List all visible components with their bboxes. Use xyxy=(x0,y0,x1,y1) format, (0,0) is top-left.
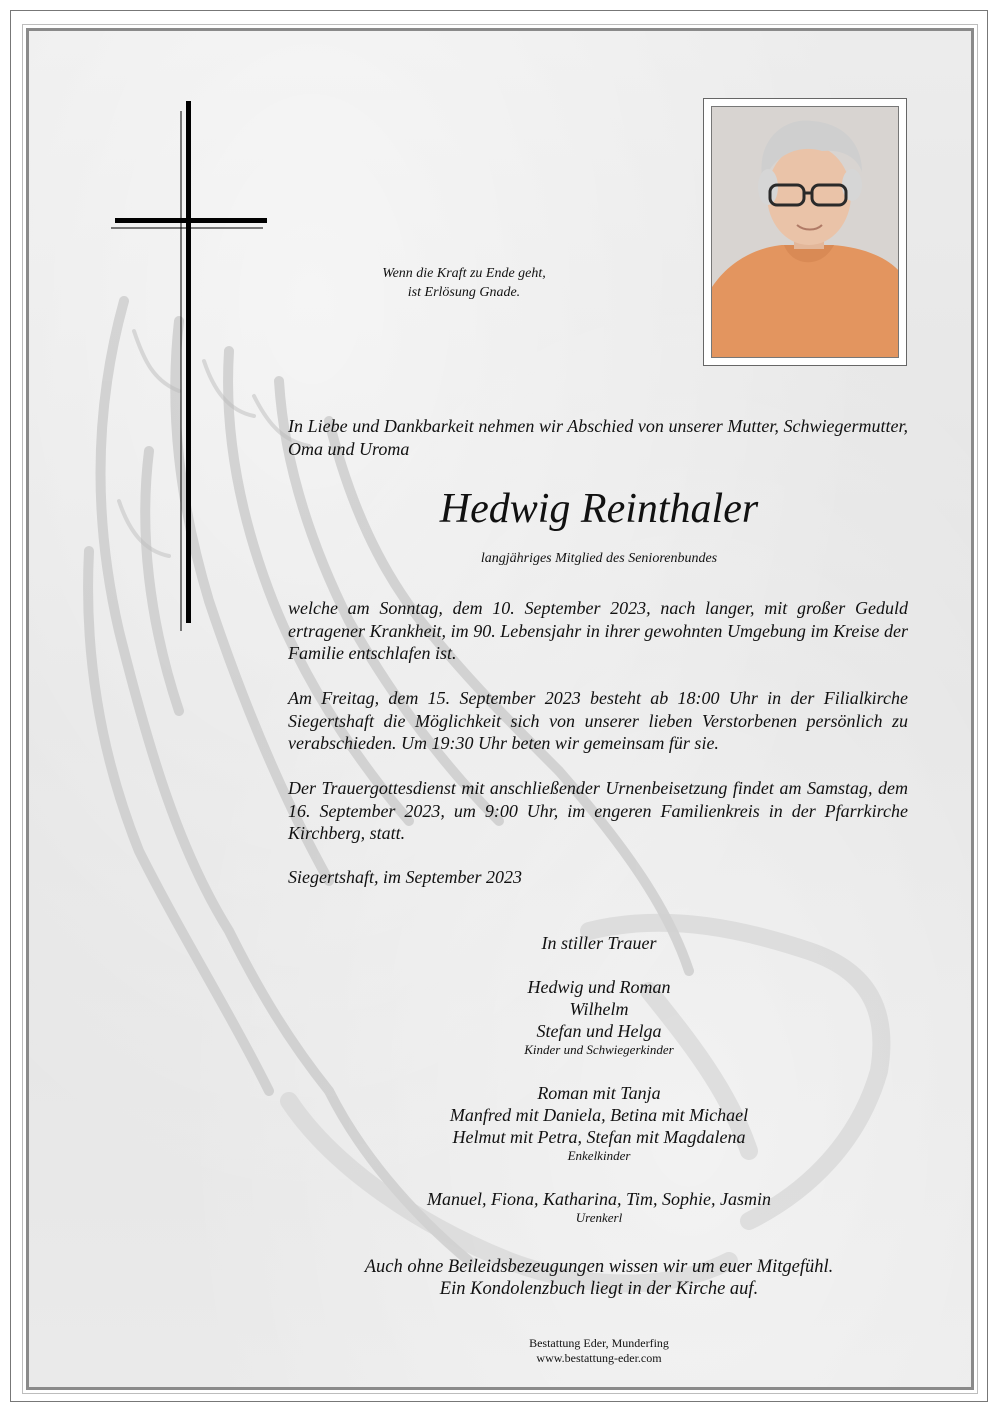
deceased-name: Hedwig Reinthaler xyxy=(439,486,759,532)
portrait-illustration xyxy=(712,107,899,358)
place-date: Siegertshaft, im September 2023 xyxy=(288,867,522,887)
children-name: Wilhelm xyxy=(569,999,629,1019)
funeral-home-name: Bestattung Eder, Munderfing xyxy=(529,1336,669,1350)
quote-line-2: ist Erlösung Gnade. xyxy=(407,285,521,300)
obituary-card xyxy=(26,28,974,1390)
portrait-photo xyxy=(703,98,907,366)
children-name: Hedwig und Roman xyxy=(527,977,671,997)
funeral-home-footer xyxy=(399,1336,799,1366)
children-label: Kinder und Schwiegerkinder xyxy=(524,1042,674,1057)
great-grandchildren-label: Urenkerl xyxy=(575,1210,623,1225)
mourning-heading xyxy=(299,932,899,954)
great-grandchildren-group xyxy=(299,1188,899,1226)
closing-line-2: Ein Kondolenzbuch liegt in der Kirche auf. xyxy=(439,1279,759,1299)
children-name: Stefan und Helga xyxy=(536,1021,662,1041)
closing-line-1: Auch ohne Beileidsbezeugungen wissen wir um euer Mitgefühl. xyxy=(364,1257,834,1277)
grandchildren-name: Helmut mit Petra, Stefan mit Magdalena xyxy=(452,1127,746,1147)
membership-note: langjähriges Mitglied des Seniorenbundes xyxy=(480,551,718,566)
children-group xyxy=(299,976,899,1058)
grandchildren-label: Enkelkinder xyxy=(567,1148,631,1163)
great-grandchildren-names: Manuel, Fiona, Katharina, Tim, Sophie, Jasmin xyxy=(427,1189,771,1209)
mourning-heading-text: In stiller Trauer xyxy=(541,933,657,953)
quote xyxy=(299,264,629,302)
closing-note xyxy=(299,1256,899,1300)
service-paragraph: Der Trauergottesdienst mit anschließender Urnenbeisetzung findet am Samstag, dem 16. September 2023, um 9:00 Uhr, im engeren Familienkreis in der Pfarrkirche Kirchberg, statt. xyxy=(288,778,908,843)
farewell-paragraph: Am Freitag, dem 15. September 2023 besteht ab 18:00 Uhr in der Filialkirche Siegertshaft die Möglichkeit sich von unserer lieben Verstorbenen persönlich zu verabschieden. Um 19:30 Uhr beten wir gemeinsam für sie. xyxy=(288,688,908,753)
grandchildren-group xyxy=(299,1082,899,1164)
grandchildren-name: Manfred mit Daniela, Betina mit Michael xyxy=(449,1105,749,1125)
death-paragraph: welche am Sonntag, dem 10. September 2023, nach langer, mit großer Geduld ertragener Krankheit, im 90. Lebensjahr in ihrer gewohnten Umgebung im Kreise der Familie entschlafen ist. xyxy=(288,598,908,663)
portrait-image xyxy=(711,106,899,358)
intro-text: In Liebe und Dankbarkeit nehmen wir Abschied von unserer Mutter, Schwiegermutter, Oma und Uroma xyxy=(288,416,908,459)
grandchildren-name: Roman mit Tanja xyxy=(537,1083,661,1103)
quote-line-1: Wenn die Kraft zu Ende geht, xyxy=(382,266,546,281)
funeral-home-website[interactable]: www.bestattung-eder.com xyxy=(536,1351,662,1365)
